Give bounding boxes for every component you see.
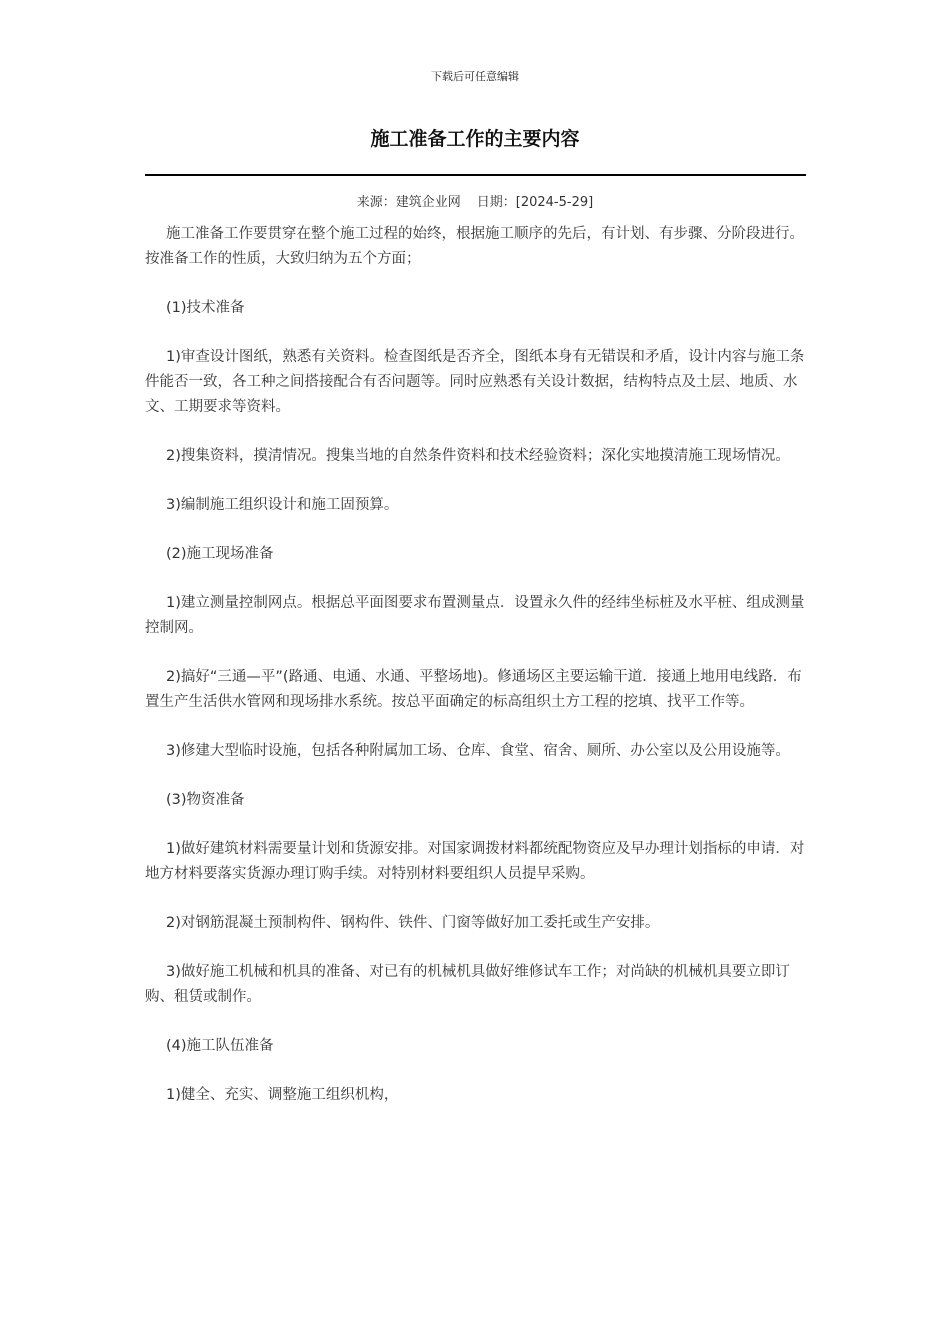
paragraph: 3)修建大型临时设施，包括各种附属加工场、仓库、食堂、宿舍、厕所、办公室以及公用设施等。 [166, 743, 790, 759]
section-heading: (1)技术准备 [166, 300, 245, 316]
paragraph: 3)编制施工组织设计和施工固预算。 [166, 497, 399, 513]
header-note: 下载后可任意编辑 [431, 70, 519, 83]
section-heading: (3)物资准备 [166, 792, 245, 808]
title-divider [145, 174, 806, 176]
article-body [145, 222, 806, 1132]
paragraph: 1)做好建筑材料需要量计划和货源安排。对国家调拨材料都统配物资应及早办理计划指标的申请．对地方材料要落实货源办理订购手续。对特别材料要组织人员提早采购。 [145, 841, 805, 882]
paragraph: 1)审查设计图纸，熟悉有关资料。检查图纸是否齐全，图纸本身有无错误和矛盾，设计内容与施工条件能否一致，各工种之间搭接配合有否问题等。同时应熟悉有关设计数据，结构特点及土层、地质、水文、工期要求等资料。 [145, 349, 805, 415]
paragraph: 2)搞好“三通—平”(路通、电通、水通、平整场地)。修通场区主要运输干道．接通上地用电线路．布置生产生活供水管网和现场排水系统。按总平面确定的标高组织土方工程的挖填、找平工作等。 [145, 669, 802, 710]
paragraph: 2)对钢筋混凝土预制构件、钢构件、铁件、门窗等做好加工委托或生产安排。 [166, 915, 660, 931]
page-title: 施工准备工作的主要内容 [370, 128, 580, 150]
section-heading: (2)施工现场准备 [166, 546, 274, 562]
paragraph: 2)搜集资料，摸清情况。搜集当地的自然条件资料和技术经验资料；深化实地摸清施工现场情况。 [166, 448, 790, 464]
paragraph: 3)做好施工机械和机具的准备、对已有的机械机具做好维修试车工作；对尚缺的机械机具要立即订购、租赁或制作。 [145, 964, 790, 1005]
paragraph: 1)健全、充实、调整施工组织机构， [166, 1087, 399, 1103]
article-source: 来源：建筑企业网 [356, 195, 461, 210]
article-meta [0, 191, 950, 210]
paragraph: 施工准备工作要贯穿在整个施工过程的始终，根据施工顺序的先后，有计划、有步骤、分阶段进行。按准备工作的性质，大致归纳为五个方面； [145, 226, 804, 267]
paragraph: 1)建立测量控制网点。根据总平面图要求布置测量点．设置永久件的经纬坐标桩及水平桩、组成测量控制网。 [145, 595, 805, 636]
article-date: 日期：[2024-5-29] [476, 195, 594, 210]
section-heading: (4)施工队伍准备 [166, 1038, 274, 1054]
